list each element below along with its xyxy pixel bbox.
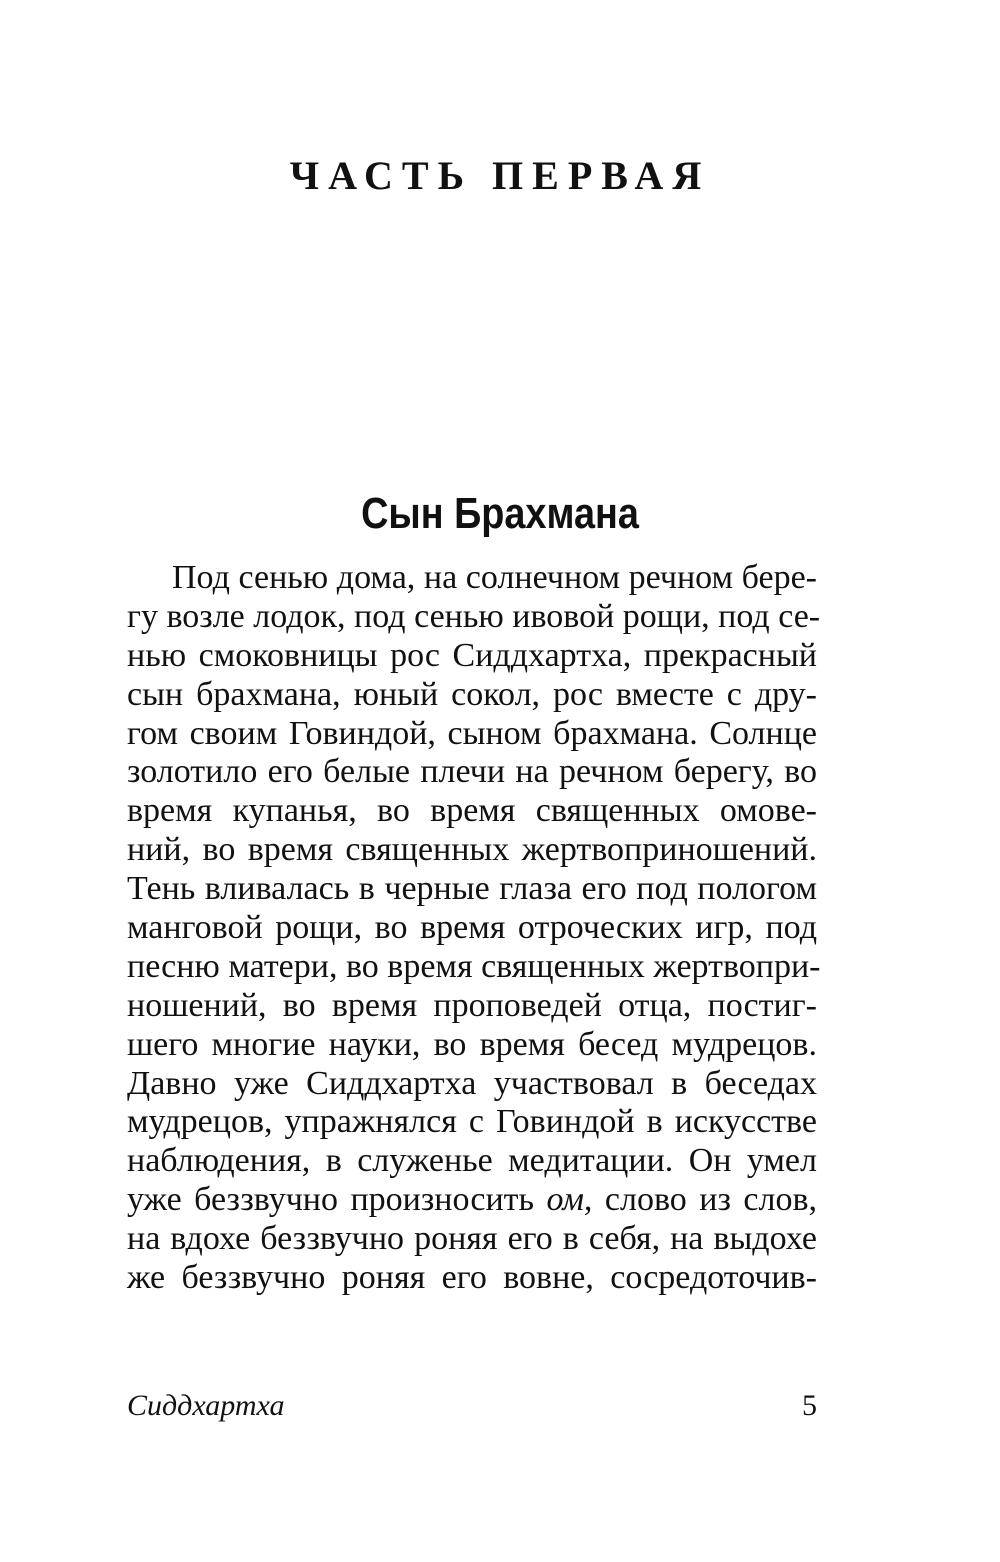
- text-line: Тень вливалась в черные глаза его под пологом: [127, 870, 817, 908]
- text-segment: слово из слов,: [592, 1181, 817, 1219]
- text-line-with-italic: [127, 1181, 817, 1220]
- text-line: сын брахмана, юный сокол, рос вместе с дру-: [127, 675, 817, 713]
- text-line: ний, во время священных жертвоприношений.: [127, 831, 817, 869]
- text-line: Под сенью дома, на солнечном речном бере-: [172, 559, 817, 596]
- chapter-title: Сын Брахмана: [361, 489, 639, 538]
- text-segment: уже беззвучно произносить: [127, 1181, 547, 1219]
- text-line: нью смоковницы рос Сиддхартха, прекрасный: [127, 636, 817, 674]
- text-line: наблюдения, в служенье медитации. Он умел: [127, 1142, 817, 1180]
- part-title: ЧАСТЬ ПЕРВАЯ: [289, 153, 711, 198]
- text-line: песню матери, во время священных жертвопри-: [127, 947, 821, 985]
- text-line: манговой рощи, во время отроческих игр, под: [127, 909, 817, 947]
- running-footer-title: Сиддхартха: [127, 1389, 285, 1422]
- text-line: на вдохе беззвучно роняя его в себя, на выдохе: [127, 1220, 817, 1258]
- text-line: мудрецов, упражнялся с Говиндой в искусстве: [127, 1103, 817, 1141]
- text-line: шего многие науки, во время бесед мудрецов.: [127, 1025, 817, 1063]
- text-line: гу возле лодок, под сенью ивовой рощи, под се-: [127, 597, 821, 635]
- text-line: же беззвучно роняя его вовне, сосредоточив-: [127, 1259, 817, 1297]
- text-line: Давно уже Сиддхартха участвовал в беседах: [127, 1064, 817, 1102]
- text-line: ношений, во время проповедей отца, постиг-: [127, 986, 817, 1024]
- text-line: время купанья, во время священных омове-: [127, 792, 817, 830]
- body-paragraph: [127, 559, 821, 1298]
- italic-word-om: ом,: [546, 1181, 593, 1219]
- text-line: золотило его белые плечи на речном берегу, во: [127, 753, 817, 791]
- text-line: гом своим Говиндой, сыном брахмана. Солнце: [127, 714, 817, 752]
- page-number: 5: [802, 1389, 817, 1422]
